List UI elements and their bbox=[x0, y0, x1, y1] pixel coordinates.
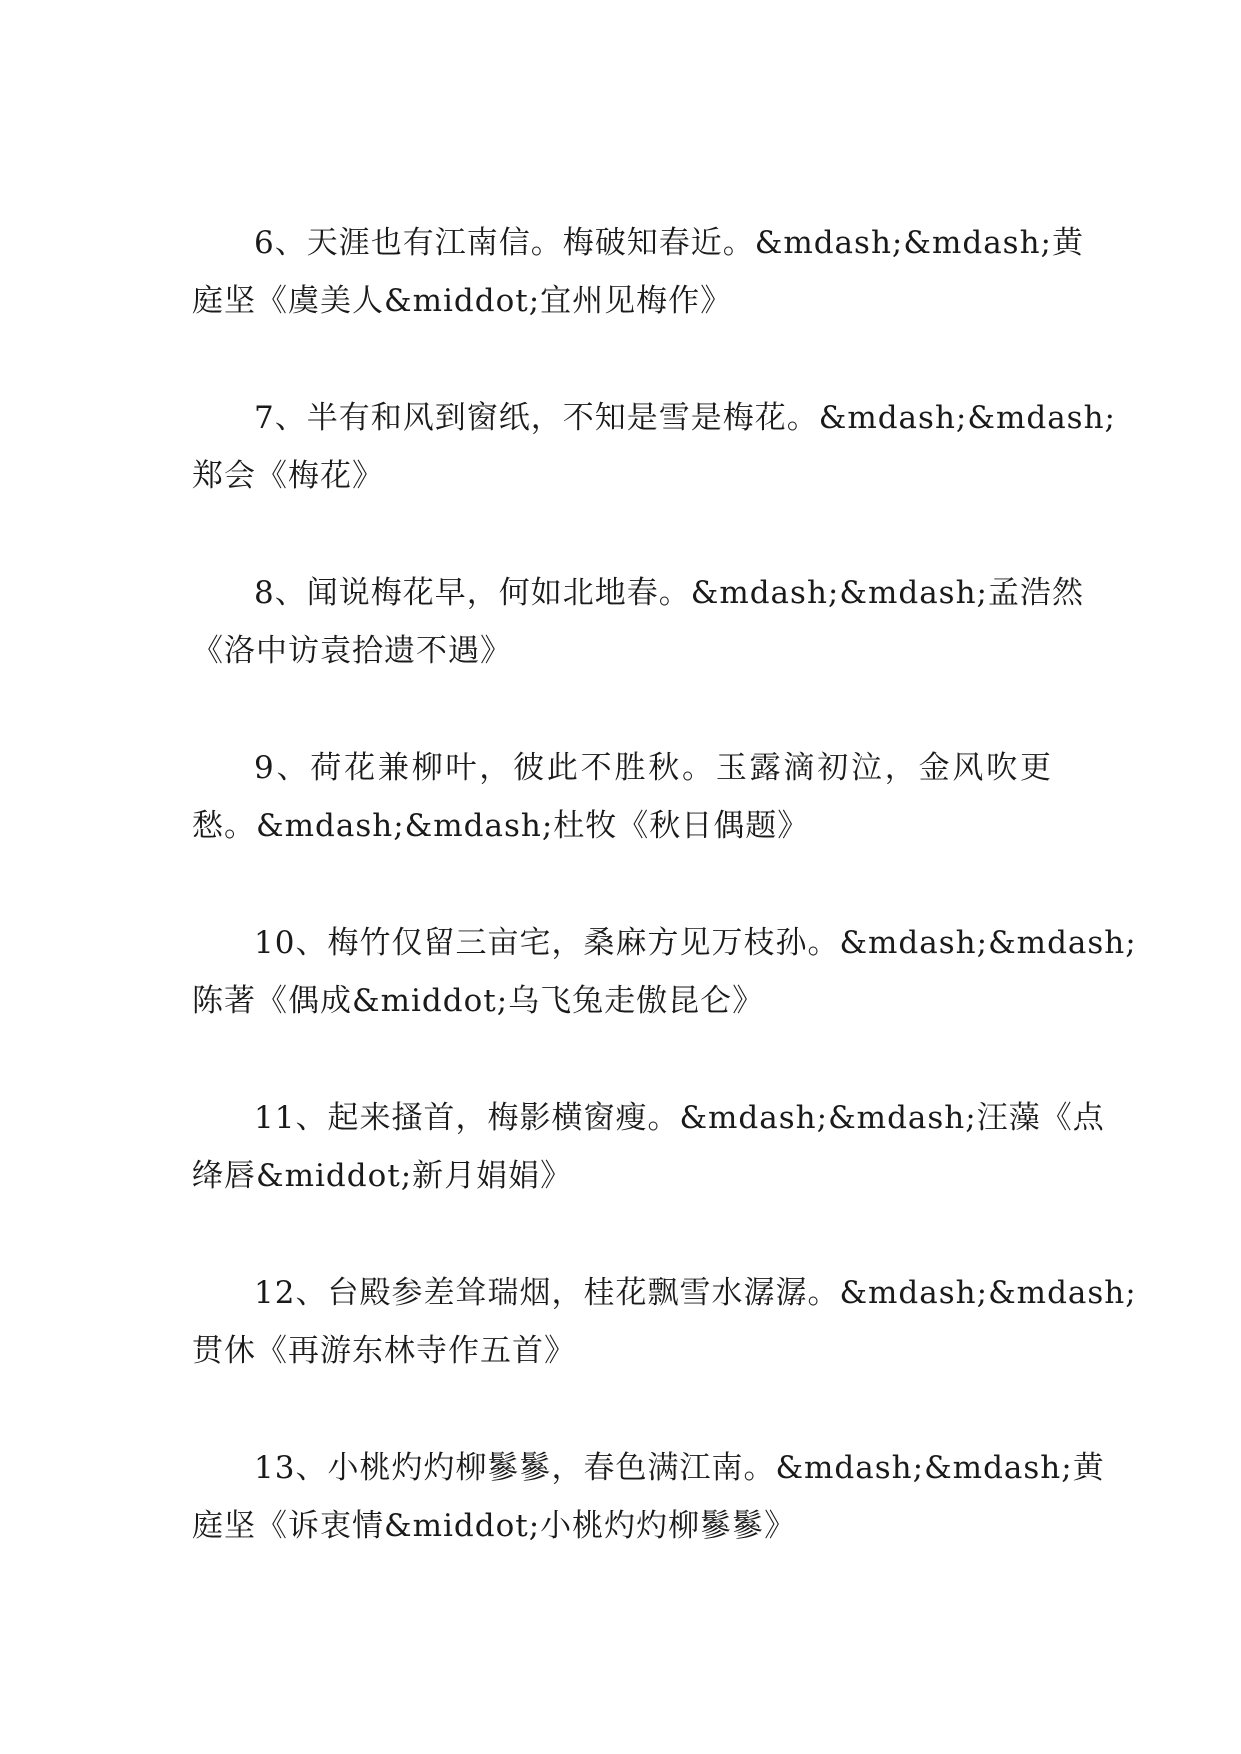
quote-line-1: 7、半有和风到窗纸，不知是雪是梅花。&mdash;&mdash; bbox=[254, 400, 1116, 436]
quote-entry-7 bbox=[192, 389, 1116, 564]
quote-list bbox=[192, 214, 1137, 1614]
quote-line-2: 庭坚《虞美人&middot;宜州见梅作》 bbox=[192, 283, 733, 319]
quote-entry-13 bbox=[192, 1439, 1105, 1614]
quote-entry-12 bbox=[192, 1264, 1137, 1439]
quote-line-2: 贯休《再游东林寺作五首》 bbox=[192, 1333, 576, 1369]
quote-entry-10 bbox=[192, 914, 1137, 1089]
quote-entry-6 bbox=[192, 214, 1084, 389]
quote-line-1: 12、台殿参差耸瑞烟，桂花飘雪水潺潺。&mdash;&mdash; bbox=[254, 1275, 1137, 1311]
quote-line-1: 9、荷花兼柳叶，彼此不胜秋。玉露滴初泣，金风吹更 bbox=[254, 750, 1052, 786]
quote-line-1: 10、梅竹仅留三亩宅，桑麻方见万枝孙。&mdash;&mdash; bbox=[254, 925, 1137, 961]
quote-line-2: 庭坚《诉衷情&middot;小桃灼灼柳鬖鬖》 bbox=[192, 1508, 797, 1544]
quote-line-2: 陈著《偶成&middot;乌飞兔走傲昆仑》 bbox=[192, 983, 765, 1019]
quote-line-2: 绛唇&middot;新月娟娟》 bbox=[192, 1158, 573, 1194]
quote-entry-9 bbox=[192, 739, 1052, 914]
quote-line-1: 6、天涯也有江南信。梅破知春近。&mdash;&mdash;黄 bbox=[254, 225, 1084, 261]
quote-line-2: 《洛中访袁拾遗不遇》 bbox=[192, 633, 512, 669]
quote-line-2: 郑会《梅花》 bbox=[192, 458, 384, 494]
quote-line-1: 11、起来搔首，梅影横窗瘦。&mdash;&mdash;汪藻《点 bbox=[254, 1100, 1105, 1136]
quote-line-2: 愁。&mdash;&mdash;杜牧《秋日偶题》 bbox=[192, 808, 810, 844]
quote-line-1: 8、闻说梅花早，何如北地春。&mdash;&mdash;孟浩然 bbox=[254, 575, 1084, 611]
quote-entry-8 bbox=[192, 564, 1084, 739]
quote-entry-11 bbox=[192, 1089, 1105, 1264]
quote-line-1: 13、小桃灼灼柳鬖鬖，春色满江南。&mdash;&mdash;黄 bbox=[254, 1450, 1105, 1486]
